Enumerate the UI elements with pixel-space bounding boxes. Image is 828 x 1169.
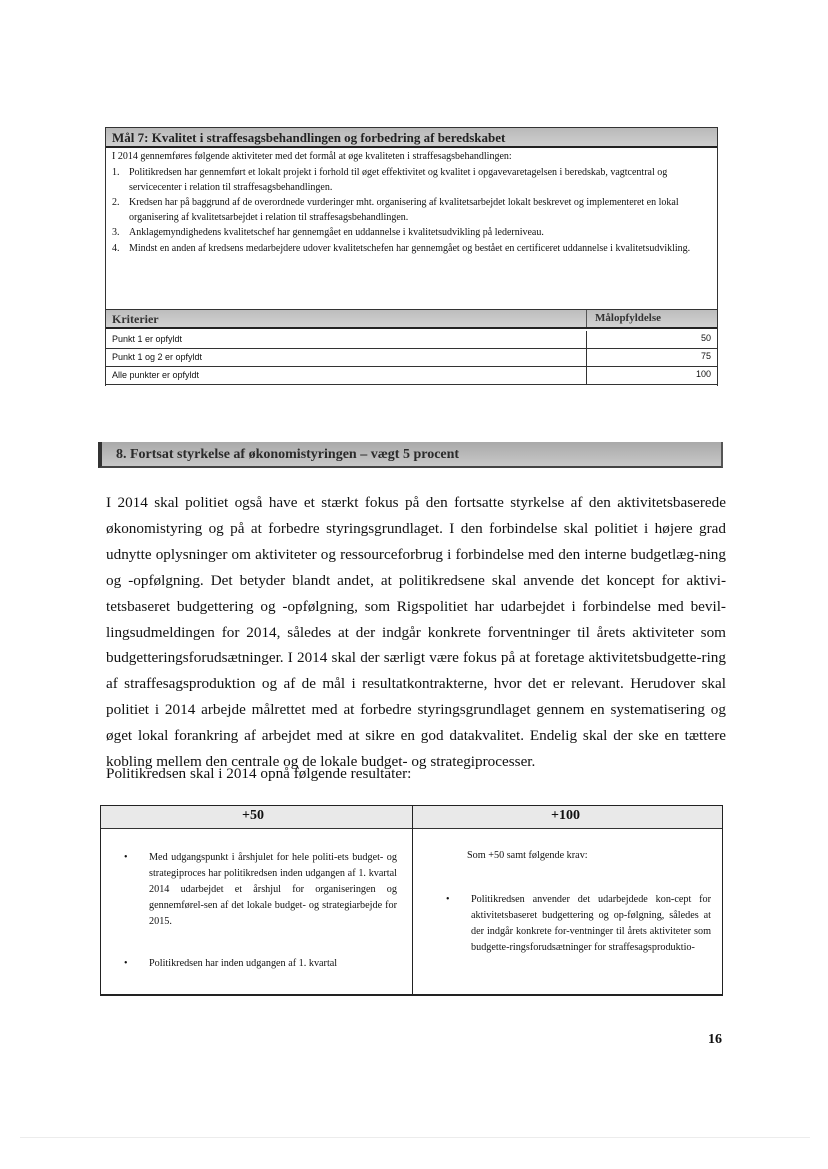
body-paragraph: I 2014 skal politiet også have et stærkt fokus på den fortsatte styrkelse af den aktivitetsbaserede økonomistyring og på at forbedre styringsgrundlaget. I den forbindelse skal politiet i højere grad udnytte oplysninger om aktiviteter og ressourceforbrug i forbindelse med den interne budgetlæg-ning og -opfølgning. Det betyder blandt andet, at politikredsene skal anvende det koncept for aktivi-tetsbaseret budgettering og -opfølgning, som Rigspolitiet har udarbejdet i forbindelse med bevil-lingsudmeldingen for 2014, således at der indgår konkrete forventninger til årets aktiviteter som budgetteringsforudsætninger. I 2014 skal der særligt være fokus på at foretage aktivitetsbudgette-ring af straffesagsproduktion og af de mål i resultatkontrakterne, hvor det er relevant. Herudover skal politiet i 2014 arbejde målrettet med at forbedre styringsgrundlaget gennem en systematisering og øget lokal forankring af arbejdet med at sikre en god datakvalitet. Endelig skal der ske en tættere kobling mellem den centrale og de lokale budget- og strategiprocesser. xyxy=(106,494,726,771)
goal-7-item xyxy=(112,196,712,225)
item-text: Kredsen har på baggrund af de overordnede vurderinger mht. organisering af kvalitetsarbejdet lokalt beskrevet og implementeret en lokal organisering af kvalitetsarbejdet i relation til straffesagsbehandlingen. xyxy=(129,197,679,223)
left-column-header: +50 xyxy=(242,808,264,823)
page-number: 16 xyxy=(708,1032,722,1047)
list-item xyxy=(119,850,397,930)
fulfilment-header: Målopfyldelse xyxy=(586,310,726,327)
results-table xyxy=(100,805,723,996)
results-lead: Politikredsen skal i 2014 opnå følgende resultater: xyxy=(106,765,412,782)
criteria-value: 100 xyxy=(586,367,717,384)
item-text: Mindst en anden af kredsens medarbejdere udover kvalitetschefen har gennemgået og bestået en certificeret uddannelse i kvalitetsudvikling. xyxy=(129,242,691,254)
list-item xyxy=(441,892,711,956)
goal-7-item xyxy=(112,226,712,241)
item-number: 4. xyxy=(112,242,120,254)
item-text: Politikredsen har gennemført et lokalt projekt i forhold til øget effektivitet og kvalitet i opgavevaretagelsen i beredskab, vagtcentral og servicecenter i relation til straffesagsbehandlingen. xyxy=(129,167,668,193)
goal-7-item xyxy=(112,166,712,195)
item-number: 1. xyxy=(112,167,120,178)
bullet-icon: • xyxy=(124,852,128,863)
criteria-label: Punkt 1 er opfyldt xyxy=(112,334,183,344)
goal-7-list xyxy=(112,166,712,257)
table-row xyxy=(106,331,717,349)
goal-7-box xyxy=(105,127,718,310)
criteria-label: Alle punkter er opfyldt xyxy=(112,370,200,380)
scan-edge-line xyxy=(20,1137,810,1138)
right-column-header: +100 xyxy=(551,808,580,823)
goal-7-title: Mål 7: Kvalitet i straffesagsbehandlingen og forbedring af beredskabet xyxy=(106,128,717,148)
list-item xyxy=(119,956,397,972)
criteria-value: 75 xyxy=(586,349,717,366)
table-row xyxy=(106,367,717,385)
criteria-label: Punkt 1 og 2 er opfyldt xyxy=(112,352,203,362)
left-column xyxy=(119,850,397,972)
table-row xyxy=(106,349,717,367)
item-number: 3. xyxy=(112,227,120,238)
right-bullet-list xyxy=(441,892,711,956)
list-item-text: Med udgangspunkt i årshjulet for hele politi-ets budget- og strategiproces har politikredsen inden udgangen af 1. kvartal 2014 udarbejdet et årshjul for organiseringen og gennemførel-sen af det lokale budget- og strategiarbejde for 2015. xyxy=(149,852,397,927)
left-bullet-list xyxy=(119,850,397,972)
list-item-text: Politikredsen har inden udgangen af 1. kvartal xyxy=(149,958,338,969)
item-text: Anklagemyndighedens kvalitetschef har gennemgået en uddannelse i kvalitetsudvikling på lederniveau. xyxy=(129,227,544,238)
criteria-value: 50 xyxy=(586,331,717,348)
item-number: 2. xyxy=(112,197,120,208)
goal-7-item xyxy=(112,242,712,257)
section-8-heading: 8. Fortsat styrkelse af økonomistyringen – vægt 5 procent xyxy=(98,442,723,468)
list-item-text: Politikredsen anvender det udarbejdede kon-cept for aktivitetsbaseret budgettering og op-følgning, således at der indgår konkrete for-ventninger til årets aktiviteter som budgette-ringsforudsætninger for straffesagsproduktio- xyxy=(471,894,711,953)
right-column xyxy=(441,848,711,956)
goal-7-intro: I 2014 gennemføres følgende aktiviteter med det formål at øge kvaliteten i straffesagsbehandlingen: xyxy=(112,151,512,162)
criteria-table xyxy=(105,310,718,386)
criteria-header-row xyxy=(106,310,717,329)
right-intro: Som +50 samt følgende krav: xyxy=(467,850,588,861)
bullet-icon: • xyxy=(124,958,128,969)
criteria-header: Kriterier xyxy=(112,312,159,326)
column-divider xyxy=(412,806,413,994)
bullet-icon: • xyxy=(446,894,450,905)
